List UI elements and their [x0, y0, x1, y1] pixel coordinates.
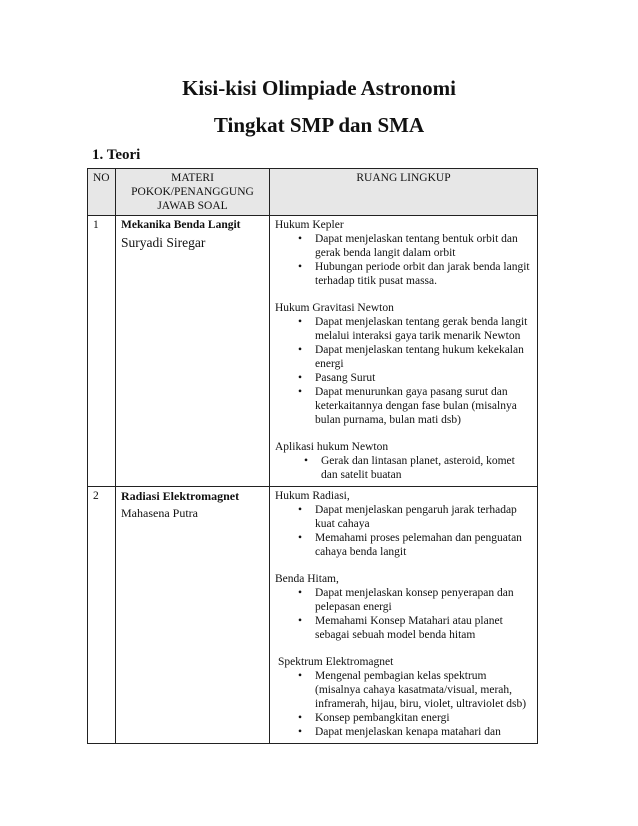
- table-row: [88, 216, 538, 487]
- header-ruang-lingkup: RUANG LINGKUP: [270, 169, 538, 216]
- scope-list: [275, 454, 532, 482]
- document-subtitle: Tingkat SMP dan SMA: [213, 113, 425, 137]
- list-item: • Dapat menjelaskan tentang gerak benda langit melalui interaksi gaya tarik menarik Newton: [315, 315, 532, 343]
- scope-list: [275, 315, 532, 427]
- section-heading: 1. Teori: [92, 147, 141, 163]
- scope-list: [275, 232, 532, 288]
- scope-group: [275, 489, 532, 559]
- list-item: • Hubungan periode orbit dan jarak benda langit terhadap titik pusat massa.: [315, 260, 532, 288]
- scope-list: [275, 503, 532, 559]
- list-item: • Dapat menjelaskan kenapa matahari dan: [315, 725, 532, 739]
- header-materi: MATERI POKOK/PENANGGUNG JAWAB SOAL: [116, 169, 270, 216]
- list-item: • Mengenal pembagian kelas spektrum (misalnya cahaya kasatmata/visual, merah, inframerah, hijau, biru, violet, ultraviolet dsb): [315, 669, 532, 711]
- table-row: [88, 487, 538, 744]
- materi-cell: [116, 487, 270, 744]
- list-item: • Dapat menjelaskan tentang hukum kekekalan energi: [315, 343, 532, 371]
- list-item: • Dapat menurunkan gaya pasang surut dan keterkaitannya dengan fase bulan (misalnya bulan purnama, bulan mati dsb): [315, 385, 532, 427]
- ruang-lingkup-cell: [270, 216, 538, 487]
- scope-list: [275, 586, 532, 642]
- list-item: • Konsep pembangkitan energi: [315, 711, 532, 725]
- scope-group: [275, 218, 532, 288]
- materi-cell: [116, 216, 270, 487]
- scope-group: [275, 301, 532, 427]
- scope-group-title: Benda Hitam,: [275, 573, 339, 585]
- list-item: • Pasang Surut: [315, 371, 532, 385]
- scope-group-title: Aplikasi hukum Newton: [275, 441, 389, 453]
- scope-group: [275, 440, 532, 482]
- scope-group-title: Hukum Kepler: [275, 219, 344, 231]
- responsible-person: Mahasena Putra: [121, 506, 198, 520]
- list-item: • Memahami Konsep Matahari atau planet sebagai sebuah model benda hitam: [315, 614, 532, 642]
- document-title: Kisi-kisi Olimpiade Astronomi: [182, 76, 456, 100]
- topic-name: Mekanika Benda Langit: [121, 219, 241, 231]
- list-item: • Gerak dan lintasan planet, asteroid, komet dan satelit buatan: [321, 454, 532, 482]
- scope-group-title: Spektrum Elektromagnet: [278, 656, 394, 668]
- row-number: 1: [88, 216, 116, 487]
- ruang-lingkup-cell: [270, 487, 538, 744]
- scope-group-title: Hukum Radiasi,: [275, 490, 350, 502]
- kisi-kisi-table: [87, 168, 538, 744]
- scope-group: [275, 655, 532, 739]
- scope-list: [275, 669, 532, 739]
- table-header-row: [88, 169, 538, 216]
- header-no: NO: [88, 169, 116, 216]
- scope-group: [275, 572, 532, 642]
- list-item: • Memahami proses pelemahan dan penguatan cahaya benda langit: [315, 531, 532, 559]
- list-item: • Dapat menjelaskan tentang bentuk orbit dan gerak benda langit dalam orbit: [315, 232, 532, 260]
- topic-name: Radiasi Elektromagnet: [121, 489, 240, 503]
- scope-group-title: Hukum Gravitasi Newton: [275, 302, 394, 314]
- list-item: • Dapat menjelaskan konsep penyerapan dan pelepasan energi: [315, 586, 532, 614]
- responsible-person: Suryadi Siregar: [121, 235, 206, 250]
- row-number: 2: [88, 487, 116, 744]
- list-item: • Dapat menjelaskan pengaruh jarak terhadap kuat cahaya: [315, 503, 532, 531]
